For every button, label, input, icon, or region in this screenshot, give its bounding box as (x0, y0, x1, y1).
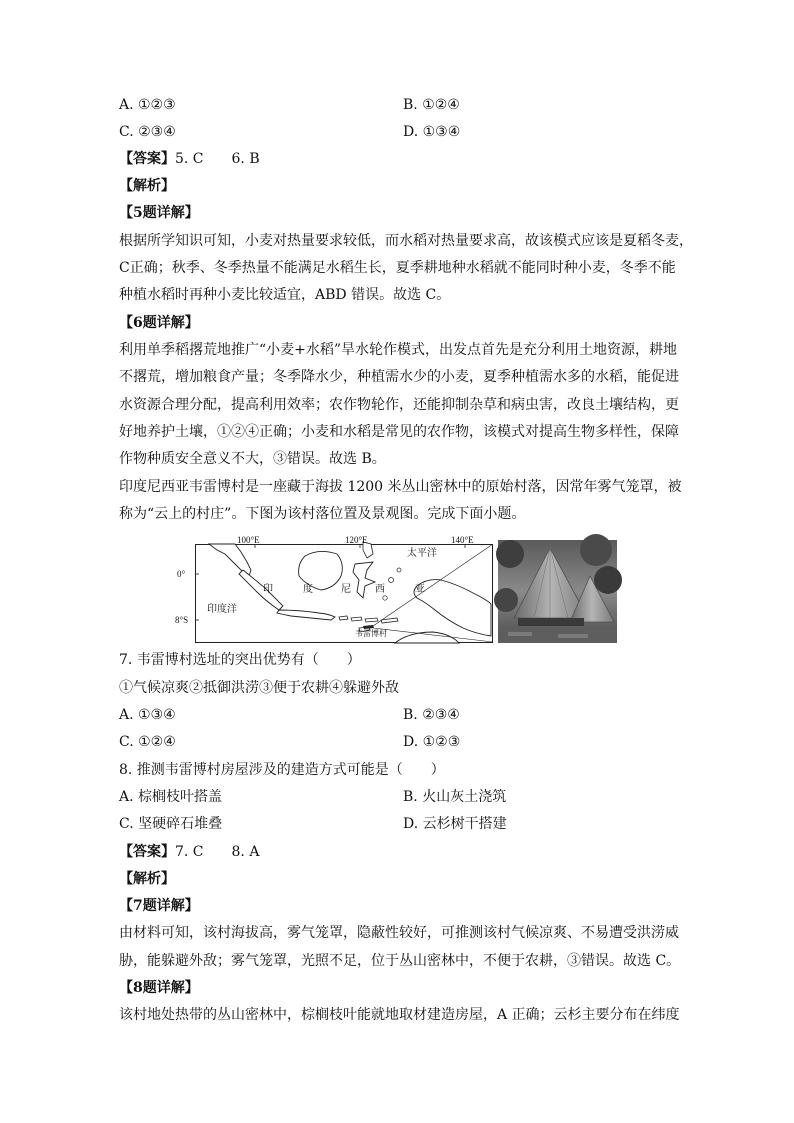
q5-option-b: B. ①②④ (403, 97, 460, 113)
lon-label-100: 100°E (237, 535, 260, 545)
q6-detail-line-3: 水资源合理分配，提高利用效率；农作物轮作，还能抑制杂草和病虫害，改良土壤结构，更 (119, 397, 679, 413)
q5-detail-title: 【5题详解】 (119, 205, 199, 221)
q6-detail-line-1: 利用单季稻撂荒地推广“小麦+水稻”旱水轮作模式，出发点首先是充分利用土地资源，耕地 (119, 342, 678, 358)
answer-text: 5. C 6. B (175, 151, 260, 167)
q8-detail-line-1: 该村地处热带的丛山密林中，棕榈枝叶能就地取材建造房屋，A 正确；云杉主要分布在纬度 (119, 1007, 680, 1023)
q7-detail-line-2: 胁，能躲避外敌；雾气笼罩，光照不足，位于丛山密林中，不便于农耕，③错误。故选 C。 (119, 953, 681, 969)
q5-detail-line-1: 根据所学知识可知，小麦对热量要求较低，而水稻对热量要求高，故该模式应该是夏稻冬麦， (119, 233, 693, 249)
country-char-1: 印 (263, 584, 273, 595)
q5-option-a: A. ①②③ (119, 97, 176, 113)
analysis-tag-1: 【解析】 (119, 178, 175, 194)
location-map (175, 535, 493, 643)
q8-stem: 8. 推测韦雷博村房屋涉及的建造方式可能是（ ） (119, 762, 445, 778)
q7-option-c: C. ①②④ (119, 734, 176, 750)
village-label: 韦雷博村 (355, 629, 387, 638)
q5-detail-line-3: 种植水稻时再种小麦比较适宜，ABD 错误。故选 C。 (119, 287, 451, 303)
q8-option-a: A. 棕榈枝叶搭盖 (119, 789, 223, 805)
passage-line-2: 称为“云上的村庄”。下图为该村落位置及景观图。完成下面小题。 (119, 506, 526, 522)
country-char-5: 亚 (415, 584, 425, 595)
q5-option-d: D. ①③④ (403, 124, 461, 140)
lat-label-0: 0° (177, 569, 186, 579)
answer-tag-2: 【答案】 (119, 844, 175, 860)
village-photo (498, 540, 617, 643)
q7-option-a: A. ①③④ (119, 707, 176, 723)
lat-label-8s: 8°S (175, 615, 189, 625)
answer-line-5-6 (119, 149, 260, 169)
pacific-ocean-label: 太平洋 (407, 548, 437, 559)
lon-label-120: 120°E (345, 535, 368, 545)
q5-detail-line-2: C正确；秋季、冬季热量不能满足水稻生长，夏季耕地种水稻就不能同时种小麦，冬季不能 (119, 260, 676, 276)
q6-detail-line-4: 好地养护土壤，①②④正确；小麦和水稻是常见的农作物，该模式对提高生物多样性，保障 (119, 424, 679, 440)
country-char-3: 尼 (341, 584, 351, 595)
q7-detail-line-1: 由材料可知，该村海拔高，雾气笼罩，隐蔽性较好，可推测该村气候凉爽、不易遭受洪涝威 (119, 925, 679, 941)
country-char-2: 度 (303, 584, 313, 595)
q7-detail-title: 【7题详解】 (119, 898, 199, 914)
passage-line-1: 印度尼西亚韦雷博村是一座藏于海拔 1200 米丛山密林中的原始村落，因常年雾气笼罩，被 (119, 479, 682, 495)
q7-option-b: B. ②③④ (403, 707, 460, 723)
q6-detail-title: 【6题详解】 (119, 315, 199, 331)
location-figure (175, 535, 617, 643)
country-char-4: 西 (375, 584, 385, 595)
q8-option-c: C. 坚硬碎石堆叠 (119, 816, 223, 832)
q7-items: ①气候凉爽②抵御洪涝③便于农耕④躲避外敌 (119, 680, 399, 696)
q8-option-b: B. 火山灰土浇筑 (403, 789, 507, 805)
indian-ocean-label: 印度洋 (207, 604, 237, 615)
analysis-tag-2: 【解析】 (119, 871, 175, 887)
answer-line-7-8 (119, 842, 259, 862)
q6-detail-line-2: 不撂荒，增加粮食产量；冬季降水少，种植需水少的小麦，夏季种植需水多的水稻，能促进 (119, 369, 679, 385)
answer-tag: 【答案】 (119, 151, 175, 167)
answer-text-2: 7. C 8. A (175, 844, 260, 860)
q8-option-d: D. 云杉树干搭建 (403, 816, 507, 832)
q7-stem: 7. 韦雷博村选址的突出优势有（ ） (119, 652, 361, 668)
q5-option-c: C. ②③④ (119, 124, 176, 140)
q8-detail-title: 【8题详解】 (119, 980, 199, 996)
q7-option-d: D. ①②③ (403, 734, 461, 750)
lon-label-140: 140°E (451, 535, 474, 545)
q6-detail-line-5: 作物种质安全意义不大，③错误。故选 B。 (119, 451, 386, 467)
